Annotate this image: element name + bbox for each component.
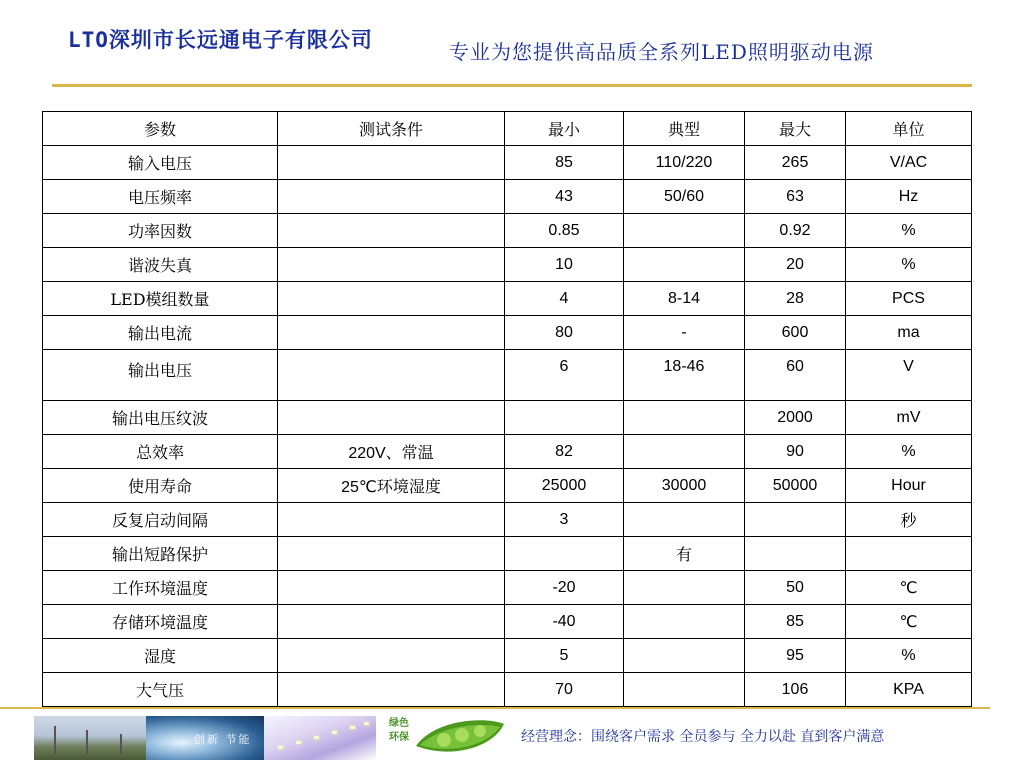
header-cell: 单位 bbox=[846, 112, 972, 146]
table-row bbox=[43, 401, 972, 435]
table-cell: % bbox=[846, 639, 972, 673]
table-cell bbox=[505, 401, 624, 435]
table-cell bbox=[624, 435, 745, 469]
table-row bbox=[43, 316, 972, 350]
parameter-name-cell: 谐波失真 bbox=[43, 248, 278, 282]
table-cell bbox=[624, 214, 745, 248]
table-cell: mV bbox=[846, 401, 972, 435]
parameter-name-cell: 湿度 bbox=[43, 639, 278, 673]
parameter-name-cell: 输出电流 bbox=[43, 316, 278, 350]
table-cell bbox=[278, 639, 505, 673]
table-cell: 3 bbox=[505, 503, 624, 537]
table-cell: ℃ bbox=[846, 571, 972, 605]
table-cell bbox=[278, 401, 505, 435]
table-cell: 25000 bbox=[505, 469, 624, 503]
table-row bbox=[43, 605, 972, 639]
table-cell: 5 bbox=[505, 639, 624, 673]
table-row bbox=[43, 180, 972, 214]
table-cell: - bbox=[624, 316, 745, 350]
table-cell bbox=[278, 503, 505, 537]
table-cell: 50 bbox=[745, 571, 846, 605]
table-cell: 220V、常温 bbox=[278, 435, 505, 469]
header-cell: 测试条件 bbox=[278, 112, 505, 146]
table-cell: 6 bbox=[505, 350, 624, 401]
table-cell: -20 bbox=[505, 571, 624, 605]
green-text-line: 环保 bbox=[389, 732, 409, 743]
table-cell: 4 bbox=[505, 282, 624, 316]
header-cell: 最小 bbox=[505, 112, 624, 146]
table-cell: V bbox=[846, 350, 972, 401]
table-cell: 25℃环境湿度 bbox=[278, 469, 505, 503]
table-row bbox=[43, 503, 972, 537]
parameter-name-cell: 存储环境温度 bbox=[43, 605, 278, 639]
table-cell: PCS bbox=[846, 282, 972, 316]
table-row bbox=[43, 571, 972, 605]
table-cell: 600 bbox=[745, 316, 846, 350]
green-pea-image bbox=[414, 716, 506, 760]
table-row bbox=[43, 469, 972, 503]
table-cell: 70 bbox=[505, 673, 624, 707]
table-cell: V/AC bbox=[846, 146, 972, 180]
table-cell: % bbox=[846, 435, 972, 469]
table-row bbox=[43, 350, 972, 401]
parameter-name-cell: 功率因数 bbox=[43, 214, 278, 248]
table-header-row bbox=[43, 112, 972, 146]
table-cell: -40 bbox=[505, 605, 624, 639]
table-cell bbox=[505, 537, 624, 571]
table-row bbox=[43, 146, 972, 180]
street-light-image bbox=[34, 716, 146, 760]
table-cell: 8-14 bbox=[624, 282, 745, 316]
header-divider bbox=[52, 84, 972, 87]
table-cell: 50000 bbox=[745, 469, 846, 503]
parameter-name-cell: 输出电压纹波 bbox=[43, 401, 278, 435]
table-cell: ma bbox=[846, 316, 972, 350]
table-cell: 0.92 bbox=[745, 214, 846, 248]
table-cell: % bbox=[846, 248, 972, 282]
table-cell: 106 bbox=[745, 673, 846, 707]
table-row bbox=[43, 214, 972, 248]
parameter-name-cell: 总效率 bbox=[43, 435, 278, 469]
table-cell: KPA bbox=[846, 673, 972, 707]
parameter-name-cell: 电压频率 bbox=[43, 180, 278, 214]
table-cell bbox=[624, 571, 745, 605]
green-banner-text bbox=[380, 717, 418, 745]
table-cell bbox=[278, 537, 505, 571]
header-cell: 最大 bbox=[745, 112, 846, 146]
table-cell bbox=[278, 180, 505, 214]
table-cell: 30000 bbox=[624, 469, 745, 503]
parameter-name-cell: 大气压 bbox=[43, 673, 278, 707]
table-cell bbox=[278, 571, 505, 605]
parameter-name-cell: 输入电压 bbox=[43, 146, 278, 180]
led-strip-image bbox=[264, 716, 376, 760]
parameter-name-cell: 输出电压 bbox=[43, 350, 278, 401]
table-cell: 95 bbox=[745, 639, 846, 673]
table-row bbox=[43, 639, 972, 673]
table-cell: 265 bbox=[745, 146, 846, 180]
table-cell: 有 bbox=[624, 537, 745, 571]
table-cell bbox=[278, 605, 505, 639]
table-cell: 63 bbox=[745, 180, 846, 214]
table-cell bbox=[624, 248, 745, 282]
table-cell bbox=[624, 639, 745, 673]
parameter-table bbox=[42, 111, 972, 707]
slogan: 专业为您提供高品质全系列LED照明驱动电源 bbox=[449, 40, 874, 64]
table-cell: 20 bbox=[745, 248, 846, 282]
table-cell: 0.85 bbox=[505, 214, 624, 248]
table-cell bbox=[624, 401, 745, 435]
green-text-line: 绿色 bbox=[389, 718, 409, 729]
energy-banner-text: 创新 节能 bbox=[194, 733, 252, 746]
header-cell: 参数 bbox=[43, 112, 278, 146]
table-cell: 秒 bbox=[846, 503, 972, 537]
table-cell: 85 bbox=[745, 605, 846, 639]
table-cell bbox=[278, 146, 505, 180]
table-cell bbox=[278, 282, 505, 316]
table-row bbox=[43, 673, 972, 707]
table-cell bbox=[278, 673, 505, 707]
table-cell bbox=[278, 214, 505, 248]
parameter-name-cell: 输出短路保护 bbox=[43, 537, 278, 571]
table-cell: 2000 bbox=[745, 401, 846, 435]
parameter-name-cell: LED模组数量 bbox=[43, 282, 278, 316]
table-cell bbox=[624, 605, 745, 639]
table-cell: 82 bbox=[505, 435, 624, 469]
table-cell bbox=[624, 673, 745, 707]
table-cell: Hz bbox=[846, 180, 972, 214]
table-cell bbox=[278, 350, 505, 401]
company-name: LTO深圳市长远通电子有限公司 bbox=[68, 28, 373, 52]
table-cell: 80 bbox=[505, 316, 624, 350]
energy-saving-image bbox=[146, 716, 264, 760]
footer-divider bbox=[0, 707, 990, 709]
table-row bbox=[43, 248, 972, 282]
business-philosophy: 经营理念：围绕客户需求 全员参与 全力以赴 直到客户满意 bbox=[521, 729, 885, 745]
table-cell: 50/60 bbox=[624, 180, 745, 214]
table-cell: Hour bbox=[846, 469, 972, 503]
table-cell bbox=[624, 503, 745, 537]
table-cell bbox=[745, 503, 846, 537]
table-cell bbox=[278, 248, 505, 282]
table-cell: 85 bbox=[505, 146, 624, 180]
table-cell: 18-46 bbox=[624, 350, 745, 401]
parameter-name-cell: 反复启动间隔 bbox=[43, 503, 278, 537]
table-row bbox=[43, 282, 972, 316]
table-cell bbox=[278, 316, 505, 350]
table-cell: 28 bbox=[745, 282, 846, 316]
table-cell: ℃ bbox=[846, 605, 972, 639]
table-cell: % bbox=[846, 214, 972, 248]
table-cell: 43 bbox=[505, 180, 624, 214]
table-row bbox=[43, 435, 972, 469]
parameter-name-cell: 工作环境温度 bbox=[43, 571, 278, 605]
parameter-name-cell: 使用寿命 bbox=[43, 469, 278, 503]
table-cell: 10 bbox=[505, 248, 624, 282]
table-cell bbox=[745, 537, 846, 571]
table-row bbox=[43, 537, 972, 571]
table-cell: 90 bbox=[745, 435, 846, 469]
header-cell: 典型 bbox=[624, 112, 745, 146]
table-cell: 110/220 bbox=[624, 146, 745, 180]
table-cell bbox=[846, 537, 972, 571]
table-cell: 60 bbox=[745, 350, 846, 401]
